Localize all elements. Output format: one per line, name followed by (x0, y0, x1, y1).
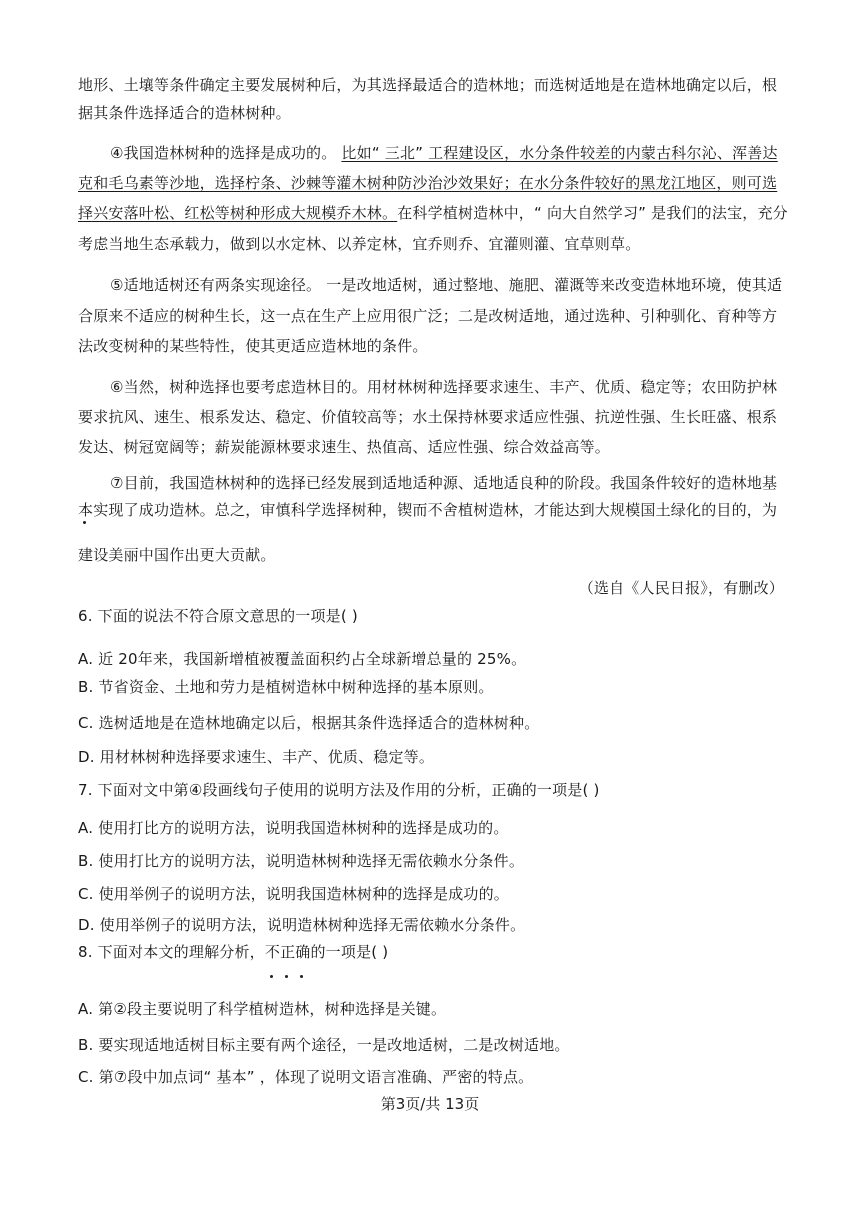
option-a: A. 第②段主要说明了科学植树造林，树种选择是关键。 (78, 1000, 447, 1018)
text-line: 据其条件选择适合的造林树种。 (78, 104, 291, 122)
text-line: 发达、树冠宽阔等；薪炭能源林要求速生、热值高、适应性强、综合效益高等。 (78, 438, 611, 456)
option-c: C. 使用举例子的说明方法，说明我国造林树种的选择是成功的。 (78, 885, 510, 903)
text-line: 建设美丽中国作出更大贡献。 (78, 546, 276, 564)
text-span: 在科学植树造林中，“ 向大自然学习” 是我们的法宝，充分 (397, 204, 788, 222)
text-line: 法改变树种的某些特性，使其更适应造林地的条件。 (78, 337, 428, 355)
underlined-sentence: 比如“ 三北” 工程建设区，水分条件较差的内蒙古科尔沁、浑善达 (341, 144, 778, 162)
text-line: ⑤适地适树还有两条实现途径。 一是改地适树，通过整地、施肥、灌溉等来改变造林地环境，使其适 (110, 276, 783, 294)
emphasis-dot (83, 521, 86, 524)
option-b: B. 节省资金、土地和劳力是植树造林中树种选择的基本原则。 (78, 678, 494, 696)
paragraph-4-line (110, 143, 784, 163)
question-7: 7. 下面对文中第④段画线句子使用的说明方法及作用的分析，正确的一项是( ) (78, 781, 600, 799)
paragraph-4-line (78, 203, 788, 223)
text-line: ⑦目前，我国造林树种的选择已经发展到适地适种源、适地适良种的阶段。我国条件较好的造林地基 (110, 474, 778, 492)
option-a: A. 近 20年来，我国新增植被覆盖面积约占全球新增总量的 25%。 (78, 650, 527, 668)
text-line: 考虑当地生态承载力，做到以水定林、以养定林，宜乔则乔、宜灌则灌、宜草则草。 (78, 235, 641, 253)
option-d: D. 使用举例子的说明方法，说明造林树种选择无需依赖水分条件。 (78, 916, 526, 934)
underlined-sentence-line: 克和毛乌素等沙地，选择柠条、沙棘等灌木树种防沙治沙效果好；在水分条件较好的黑龙江地区，则可选 (78, 174, 778, 192)
question-8: 8. 下面对本文的理解分析，不正确的一项是( ) (78, 943, 389, 961)
text-line: 本实现了成功造林。总之，审慎科学选择树种，锲而不舍植树造林，才能达到大规模国土绿化的目的，为 (78, 501, 778, 519)
text-line: ⑥当然，树种选择也要考虑造林目的。用材林树种选择要求速生、丰产、优质、稳定等；农田防护林 (110, 378, 778, 396)
text-span: ④我国造林树种的选择是成功的。 (110, 144, 337, 162)
page-number: 第3页/共 13页 (380, 1095, 480, 1113)
option-a: A. 使用打比方的说明方法，说明我国造林树种的选择是成功的。 (78, 819, 509, 837)
question-6: 6. 下面的说法不符合原文意思的一项是( ) (78, 607, 358, 625)
emphasis-dot (270, 975, 273, 978)
option-c: C. 第⑦段中加点词“ 基本” ，体现了说明文语言准确、严密的特点。 (78, 1068, 534, 1086)
option-b: B. 要实现适地适树目标主要有两个途径，一是改地适树，二是改树适地。 (78, 1036, 570, 1054)
option-d: D. 用材林树种选择要求速生、丰产、优质、稳定等。 (78, 748, 435, 766)
source-note: （选自《人民日报》，有删改） (578, 579, 784, 597)
emphasis-dot (300, 975, 303, 978)
text-line: 合原来不适应的树种生长，这一点在生产上应用很广泛；二是改树适地，通过选种、引种驯化、育种等方 (78, 307, 778, 325)
emphasis-dot (285, 975, 288, 978)
option-b: B. 使用打比方的说明方法，说明造林树种选择无需依赖水分条件。 (78, 852, 525, 870)
underlined-sentence: 择兴安落叶松、红松等树种形成大规模乔木林。 (78, 204, 398, 222)
text-line: 地形、土壤等条件确定主要发展树种后，为其选择最适合的造林地；而选树适地是在造林地确定以后，根 (78, 76, 778, 94)
text-line: 要求抗风、速生、根系发达、稳定、价值较高等；水土保持林要求适应性强、抗逆性强、生长旺盛、根系 (78, 408, 778, 426)
option-c: C. 选树适地是在造林地确定以后，根据其条件选择适合的造林树种。 (78, 714, 540, 732)
